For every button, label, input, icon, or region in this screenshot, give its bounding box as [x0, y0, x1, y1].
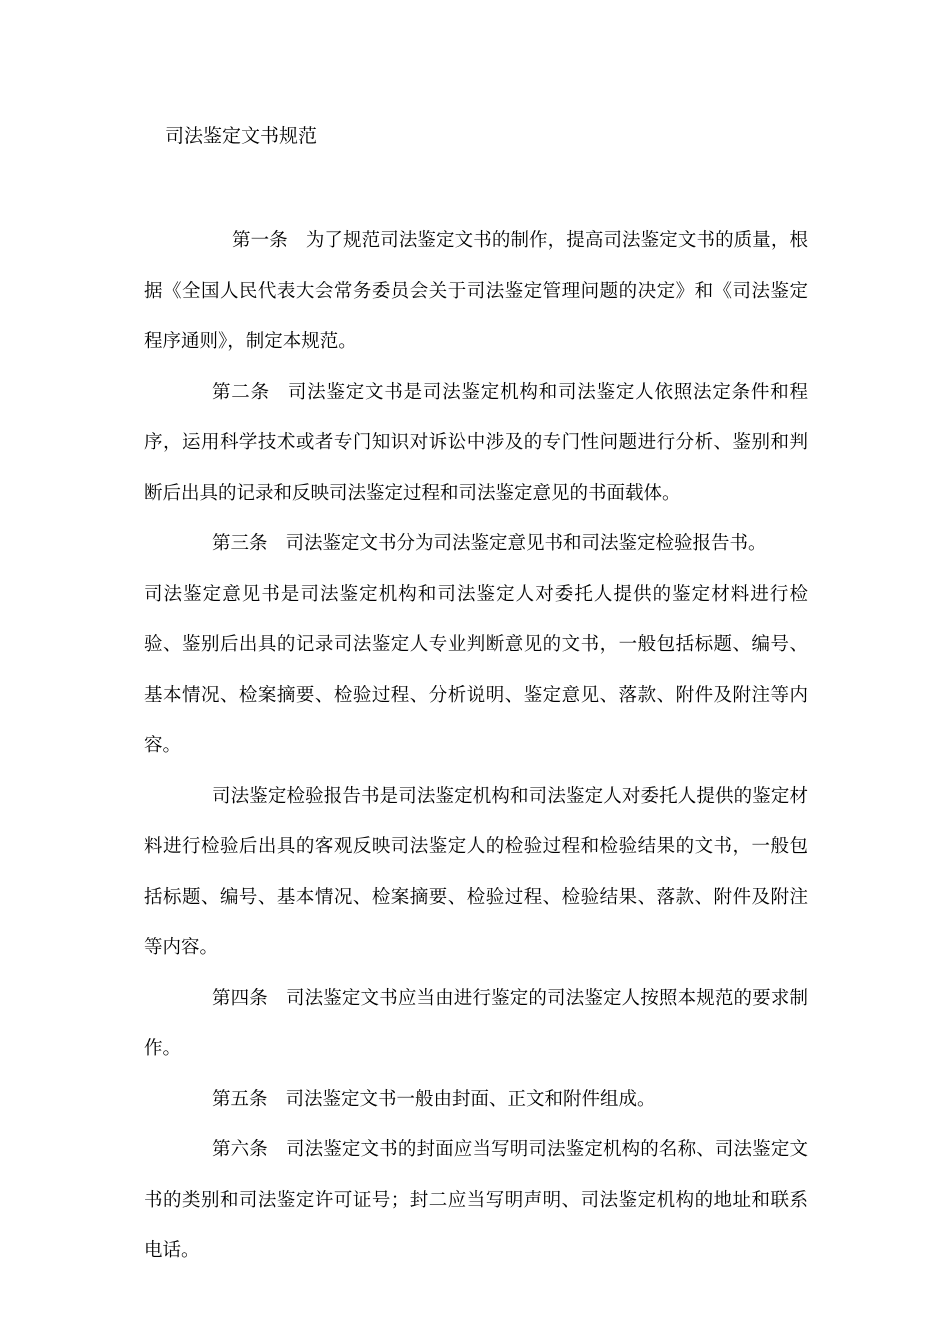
article-1-paragraph	[144, 216, 808, 368]
article-6-text: 司法鉴定文书的封面应当写明司法鉴定机构的名称、司法鉴定文书的类别和司法鉴定许可证号；封二应当写明声明、司法鉴定机构的地址和联系电话。	[144, 1139, 808, 1261]
article-2-text: 司法鉴定文书是司法鉴定机构和司法鉴定人依照法定条件和程序，运用科学技术或者专门知识对诉讼中涉及的专门性问题进行分析、鉴别和判断后出具的记录和反映司法鉴定过程和司法鉴定意见的书面载体。	[144, 381, 808, 504]
article-5-paragraph	[144, 1075, 808, 1126]
article-5-label: 第五条	[212, 1088, 268, 1110]
inspection-report-text: 司法鉴定检验报告书是司法鉴定机构和司法鉴定人对委托人提供的鉴定材料进行检验后出具的客观反映司法鉴定人的检验过程和检验结果的文书，一般包括标题、编号、基本情况、检案摘要、检验过程、检验结果、落款、附件及附注等内容。	[144, 785, 808, 958]
article-4-text: 司法鉴定文书应当由进行鉴定的司法鉴定人按照本规范的要求制作。	[144, 987, 808, 1059]
article-4-label: 第四条	[212, 987, 268, 1009]
opinion-report-text: 司法鉴定意见书是司法鉴定机构和司法鉴定人对委托人提供的鉴定材料进行检验、鉴别后出具的记录司法鉴定人专业判断意见的文书，一般包括标题、编号、基本情况、检案摘要、检验过程、分析说明、鉴定意见、落款、附件及附注等内容。	[144, 583, 808, 756]
document-title: 司法鉴定文书规范	[165, 125, 318, 147]
article-6-paragraph	[144, 1125, 808, 1277]
document-body	[144, 216, 808, 1277]
article-3-text: 司法鉴定文书分为司法鉴定意见书和司法鉴定检验报告书。	[285, 533, 767, 554]
article-4-paragraph	[144, 974, 808, 1075]
article-6-label: 第六条	[212, 1139, 268, 1160]
article-1-text: 为了规范司法鉴定文书的制作，提高司法鉴定文书的质量，根据《全国人民代表大会常务委员会关于司法鉴定管理问题的决定》和《司法鉴定程序通则》，制定本规范。	[144, 230, 808, 352]
article-5-text: 司法鉴定文书一般由封面、正文和附件组成。	[285, 1088, 656, 1110]
article-2-paragraph	[144, 368, 808, 520]
inspection-report-paragraph	[144, 772, 808, 974]
opinion-report-paragraph	[144, 570, 808, 772]
article-1-label: 第一条	[232, 230, 288, 251]
article-3-paragraph	[144, 519, 808, 570]
article-2-label: 第二条	[212, 381, 270, 403]
article-3-label: 第三条	[212, 533, 268, 554]
